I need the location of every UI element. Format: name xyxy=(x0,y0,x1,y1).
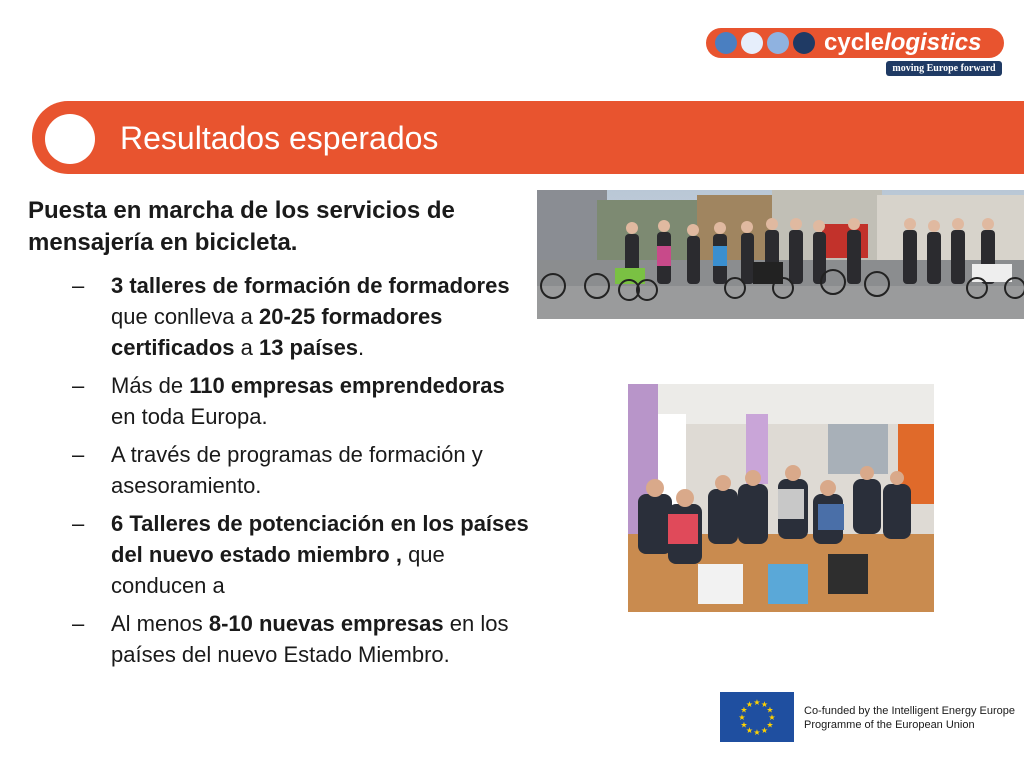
bullet-text: 3 talleres de formación de formadores xyxy=(111,273,510,298)
eu-star-icon: ★ xyxy=(760,725,769,735)
logo-word-regular: cycle xyxy=(824,29,885,56)
cyclelogistics-logo xyxy=(706,28,1004,58)
logo-dot-4 xyxy=(793,32,815,54)
bullet-text: Al menos xyxy=(111,611,209,636)
bullet-text: 110 empresas emprendedoras xyxy=(189,373,505,398)
eu-star-icon: ★ xyxy=(766,720,774,730)
eu-star-icon: ★ xyxy=(760,700,769,710)
eu-star-icon: ★ xyxy=(745,725,754,735)
bullet-dash: – xyxy=(72,611,85,636)
bullet-text: en toda Europa. xyxy=(111,404,268,429)
eu-flag-icon xyxy=(720,692,794,742)
bullet-item xyxy=(72,439,532,501)
bullet-text: 6 Talleres de potenciación en los países del nuevo estado miembro , xyxy=(111,511,529,567)
logo-tagline: moving Europe forward xyxy=(886,61,1002,76)
eu-star-icon: ★ xyxy=(745,700,754,710)
eu-funding-note xyxy=(804,704,1015,732)
logo-wordmark xyxy=(824,30,981,56)
eu-star-icon: ★ xyxy=(740,705,748,715)
logo-dot-2 xyxy=(741,32,763,54)
bullet-item xyxy=(72,370,532,432)
photo-cargo-bike-group xyxy=(537,190,1024,319)
slide-title: Resultados esperados xyxy=(120,120,439,156)
bullet-text: a xyxy=(234,335,259,360)
bullet-text: que conlleva a xyxy=(111,304,259,329)
bullet-dash: – xyxy=(72,442,85,467)
eu-star-icon: ★ xyxy=(753,698,761,707)
bullet-text: Más de xyxy=(111,373,190,398)
logo-dot-3 xyxy=(767,32,789,54)
bullet-text: 8-10 nuevas empresas xyxy=(208,611,444,636)
bullet-item xyxy=(72,508,532,601)
eu-star-icon: ★ xyxy=(738,713,746,722)
logo-word-italic: logistics xyxy=(884,29,982,56)
bullet-dash: – xyxy=(72,273,85,298)
bullet-text: 20-25 formadores certificados xyxy=(111,304,443,360)
eu-star-icon: ★ xyxy=(753,728,761,737)
lead-heading: Puesta en marcha de los servicios de mensajería en bicicleta. xyxy=(28,197,455,256)
photo-workshop-room xyxy=(628,384,934,612)
logo-dot-1 xyxy=(715,32,737,54)
eu-star-icon: ★ xyxy=(766,705,774,715)
bullet-text: . xyxy=(358,335,365,360)
bullet-dash: – xyxy=(72,373,85,398)
bullet-text: que conducen a xyxy=(111,542,445,598)
bullet-text: en los países del nuevo Estado Miembro. xyxy=(111,611,509,667)
bullet-list xyxy=(72,270,532,677)
eu-star-icon: ★ xyxy=(740,720,748,730)
bullet-text: A través de programas de formación y asesoramiento. xyxy=(111,442,483,498)
eu-funding-line-2: Programme of the European Union xyxy=(804,719,975,731)
banner-circle-icon xyxy=(45,114,95,164)
bullet-dash: – xyxy=(72,511,85,536)
bullet-text: 13 países xyxy=(258,335,359,360)
eu-funding-line-1: Co-funded by the Intelligent Energy Europe xyxy=(804,705,1015,717)
bullet-item xyxy=(72,608,532,670)
bullet-item xyxy=(72,270,532,363)
eu-star-icon: ★ xyxy=(768,713,776,722)
